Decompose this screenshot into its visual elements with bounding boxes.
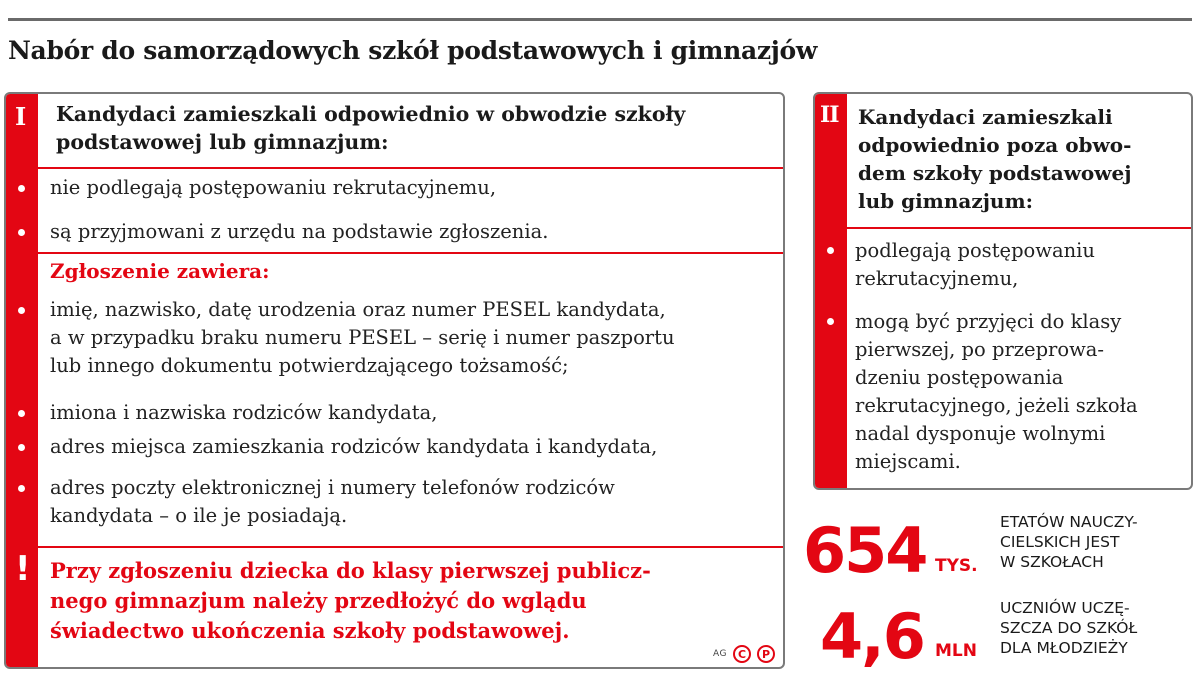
exclamation-icon: !	[15, 549, 31, 589]
panel-red-strip	[815, 94, 847, 488]
heading-line: Kandydaci zamieszkali odpowiednio w obwodzie szkoły	[56, 102, 686, 126]
item-line: rekrutacyjnego, jeżeli szkoła	[855, 394, 1138, 417]
publisher-icon: P	[757, 645, 775, 663]
divider	[38, 167, 783, 169]
divider	[38, 252, 783, 254]
list-item: są przyjmowani z urzędu na podstawie zgłoszenia.	[50, 220, 549, 243]
warning-line: świadectwo ukończenia szkoły podstawowej.	[50, 618, 570, 643]
item-line: a w przypadku braku numeru PESEL – serię i numer paszportu	[50, 326, 675, 349]
credit-author: AG	[713, 649, 727, 659]
divider	[38, 546, 783, 548]
bullet-icon	[827, 247, 834, 254]
item-line: adres poczty elektronicznej i numery telefonów rodziców	[50, 476, 615, 499]
warning-line: nego gimnazjum należy przedłożyć do wglądu	[50, 588, 587, 613]
item-line: podlegają postępowaniu	[855, 239, 1095, 262]
section-subheading: Zgłoszenie zawiera:	[50, 259, 270, 283]
item-line: rekrutacyjnemu,	[855, 267, 1019, 290]
panel-marker: II	[820, 102, 839, 128]
stat-description-line: ETATÓW NAUCZY-	[1000, 513, 1138, 531]
divider	[847, 227, 1191, 229]
panel-out-of-district	[813, 92, 1193, 490]
stat-description-teachers	[1000, 512, 1138, 572]
list-item	[50, 296, 785, 380]
stat-unit-students: MLN	[935, 641, 977, 661]
list-item	[855, 237, 1191, 293]
item-line: lub innego dokumentu potwierdzającego tożsamość;	[50, 354, 569, 377]
stat-description-line: DLA MŁODZIEŻY	[1000, 639, 1128, 657]
item-line: mogą być przyjęci do klasy	[855, 310, 1122, 333]
bullet-icon	[18, 307, 25, 314]
item-line: nadal dysponuje wolnymi	[855, 422, 1106, 445]
top-rule	[8, 18, 1192, 21]
heading-line: dem szkoły podstawowej	[858, 161, 1132, 185]
panel-in-district	[4, 92, 785, 669]
stat-value-students: 4,6	[820, 600, 924, 673]
stat-description-line: W SZKOŁACH	[1000, 553, 1104, 571]
item-line: pierwszej, po przeprowa-	[855, 338, 1105, 361]
heading-line: odpowiednio poza obwo-	[858, 133, 1132, 157]
item-line: imię, nazwisko, datę urodzenia oraz numer PESEL kandydata,	[50, 298, 666, 321]
list-item	[855, 308, 1191, 476]
heading-line: Kandydaci zamieszkali	[858, 105, 1113, 129]
bullet-icon	[18, 485, 25, 492]
stat-description-line: UCZNIÓW UCZĘ-	[1000, 599, 1130, 617]
stat-description-students	[1000, 598, 1137, 658]
bullet-icon	[18, 410, 25, 417]
bullet-icon	[827, 318, 834, 325]
warning-line: Przy zgłoszeniu dziecka do klasy pierwszej publicz-	[50, 558, 651, 583]
item-line: dzeniu postępowania	[855, 366, 1064, 389]
item-line: kandydata – o ile je posiadają.	[50, 504, 348, 527]
stat-description-line: CIELSKICH JEST	[1000, 533, 1120, 551]
stat-unit-teachers: TYS.	[935, 556, 978, 576]
stat-description-line: SZCZA DO SZKÓŁ	[1000, 619, 1138, 637]
item-line: miejscami.	[855, 450, 961, 473]
bullet-icon	[18, 185, 25, 192]
stat-value-teachers: 654	[803, 514, 927, 587]
warning-note	[50, 556, 785, 646]
bullet-icon	[18, 444, 25, 451]
panel-marker: I	[15, 102, 27, 131]
page-title: Nabór do samorządowych szkół podstawowych i gimnazjów	[8, 36, 818, 65]
list-item: nie podlegają postępowaniu rekrutacyjnemu,	[50, 176, 497, 199]
list-item: adres miejsca zamieszkania rodziców kandydata i kandydata,	[50, 435, 658, 458]
copyright-icon: C	[733, 645, 751, 663]
panel-heading	[858, 103, 1188, 215]
heading-line: podstawowej lub gimnazjum:	[56, 130, 389, 154]
list-item: imiona i nazwiska rodziców kandydata,	[50, 401, 438, 424]
panel-heading	[56, 100, 781, 156]
source-credit	[713, 645, 775, 663]
list-item	[50, 474, 785, 530]
bullet-icon	[18, 229, 25, 236]
heading-line: lub gimnazjum:	[858, 189, 1034, 213]
